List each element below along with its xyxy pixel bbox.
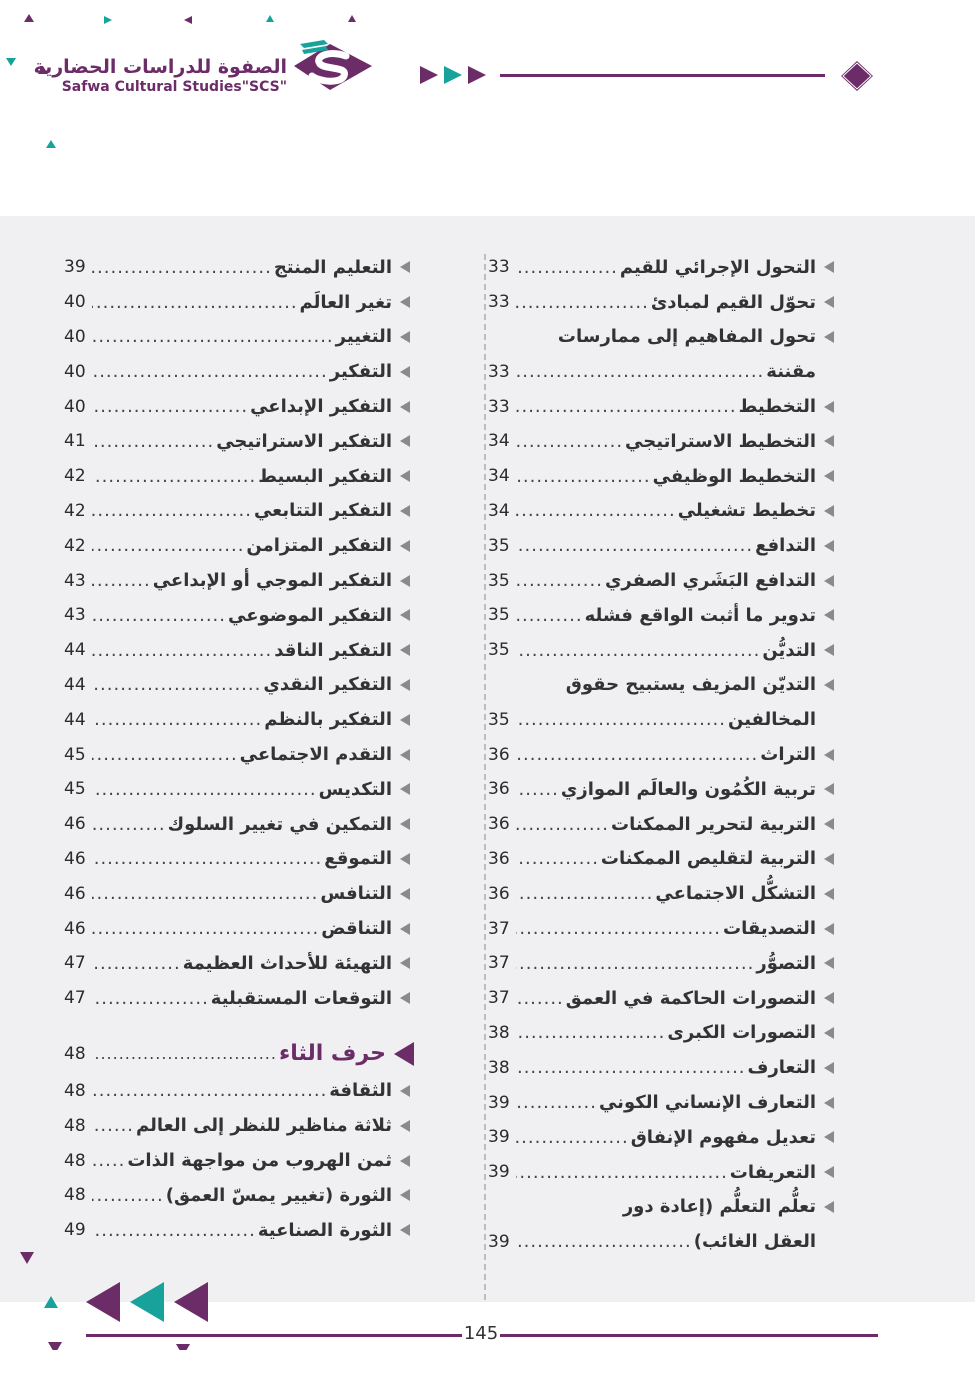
page-ref: 39 xyxy=(488,1162,510,1183)
index-term: تخطيط تشغيلي xyxy=(677,500,816,522)
leader-dots xyxy=(92,918,319,939)
page-ref: 44 xyxy=(64,674,86,695)
index-entry xyxy=(64,772,414,807)
bullet-triangle-icon xyxy=(824,853,834,865)
index-term: التفكير الإبداعي xyxy=(250,396,392,418)
bullet-triangle-icon xyxy=(400,505,410,517)
page-ref: 39 xyxy=(488,1231,510,1252)
bullet-triangle-icon xyxy=(824,1062,834,1074)
index-term: التحول الإجرائي للقيم xyxy=(619,256,816,278)
index-term: تربية الكُمُون والعالَم الموازي xyxy=(560,778,816,800)
index-term: التفكير بالنظم xyxy=(264,709,392,731)
page-ref: 40 xyxy=(64,326,86,347)
leader-dots xyxy=(92,709,262,730)
leader-dots xyxy=(92,500,252,521)
bullet-triangle-icon xyxy=(824,888,834,900)
bullet-triangle-icon xyxy=(824,470,834,482)
bullet-triangle-icon xyxy=(824,296,834,308)
index-term: الثقافة xyxy=(329,1080,392,1102)
bullet-triangle-icon xyxy=(400,853,410,865)
index-term: ثمن الهروب من مواجهة الذات xyxy=(127,1150,392,1172)
index-entry xyxy=(488,424,838,459)
leader-dots xyxy=(92,779,317,800)
page-ref: 33 xyxy=(488,361,510,382)
index-term: التناقض xyxy=(321,918,392,940)
index-entry xyxy=(488,911,838,946)
page-ref: 35 xyxy=(488,709,510,730)
section-title: حرف الثاء xyxy=(278,1041,386,1067)
bullet-triangle-icon xyxy=(824,331,834,343)
index-term: التموقع xyxy=(324,848,392,870)
bullet-triangle-icon xyxy=(400,783,410,795)
index-term: التصديقات xyxy=(723,918,816,940)
leader-dots xyxy=(92,1044,277,1063)
page-ref: 37 xyxy=(488,918,510,939)
bullet-triangle-icon xyxy=(824,540,834,552)
bullet-triangle-icon xyxy=(824,609,834,621)
page-ref: 41 xyxy=(64,431,86,452)
index-entry xyxy=(64,1213,414,1248)
brand-name-english: Safwa Cultural Studies"SCS" xyxy=(61,79,287,95)
page-ref: 46 xyxy=(64,814,86,835)
page-ref: 38 xyxy=(488,1057,510,1078)
index-term: التديُّن xyxy=(762,639,816,661)
section-triangle-icon xyxy=(394,1042,414,1066)
index-entry xyxy=(488,320,838,355)
leader-dots xyxy=(516,361,764,382)
page-ref: 48 xyxy=(64,1185,86,1206)
bullet-triangle-icon xyxy=(400,923,410,935)
bullet-triangle-icon xyxy=(824,1201,834,1213)
bullet-triangle-icon xyxy=(824,1097,834,1109)
index-term: التفكير البسيط xyxy=(258,465,392,487)
page-ref: 46 xyxy=(64,848,86,869)
index-entry xyxy=(64,981,414,1016)
leader-dots xyxy=(92,396,248,417)
index-term: التكديس xyxy=(318,778,392,800)
index-entry xyxy=(64,876,414,911)
index-entry xyxy=(64,807,414,842)
leader-dots xyxy=(92,570,151,591)
page-ref: 45 xyxy=(64,779,86,800)
leader-dots xyxy=(92,1150,125,1171)
bullet-triangle-icon xyxy=(400,679,410,691)
index-entry xyxy=(64,633,414,668)
index-term: التربية لتحرير الممكنات xyxy=(611,813,816,835)
index-entry xyxy=(64,1108,414,1143)
index-term: التخطيط الوظيفي xyxy=(652,465,816,487)
page-ref: 40 xyxy=(64,361,86,382)
index-term: العقل الغائب) xyxy=(693,1231,816,1253)
bullet-triangle-icon xyxy=(400,261,410,273)
index-term: التفكير الموجي أو الإبداعي xyxy=(152,570,392,592)
index-term: التعارف الإنساني الكوني xyxy=(598,1092,816,1114)
bullet-triangle-icon xyxy=(824,749,834,761)
index-term: التغيير xyxy=(335,326,392,348)
index-entry xyxy=(64,563,414,598)
index-entry xyxy=(488,668,838,703)
bullet-triangle-icon xyxy=(824,261,834,273)
index-term: التديّن المزيف يستبيح حقوق xyxy=(565,674,816,696)
leader-dots xyxy=(92,292,298,313)
leader-dots xyxy=(92,640,272,661)
bullet-triangle-icon xyxy=(824,992,834,1004)
index-entry xyxy=(64,737,414,772)
page-ref: 34 xyxy=(488,466,510,487)
page-ref: 46 xyxy=(64,918,86,939)
page-ref: 38 xyxy=(488,1022,510,1043)
leader-dots xyxy=(516,1092,597,1113)
leader-dots xyxy=(516,1127,629,1148)
bullet-triangle-icon xyxy=(824,505,834,517)
page-ref: 43 xyxy=(64,605,86,626)
index-term: التقدم الاجتماعي xyxy=(239,744,392,766)
bullet-triangle-icon xyxy=(400,1224,410,1236)
leader-dots xyxy=(516,988,564,1009)
index-term: التخطيط xyxy=(738,396,816,418)
leader-dots xyxy=(92,744,238,765)
page-ref: 44 xyxy=(64,709,86,730)
leader-dots xyxy=(92,814,166,835)
index-entry xyxy=(64,668,414,703)
leader-dots xyxy=(516,779,559,800)
index-entry xyxy=(64,354,414,389)
leader-dots xyxy=(516,1022,665,1043)
leader-dots xyxy=(516,535,753,556)
page-ref: 37 xyxy=(488,953,510,974)
leader-dots xyxy=(516,1162,728,1183)
bullet-triangle-icon xyxy=(400,818,410,830)
leader-dots xyxy=(516,466,651,487)
index-term: التعريفات xyxy=(729,1161,816,1183)
leader-dots xyxy=(516,570,603,591)
index-term: التصورات الكبرى xyxy=(667,1022,816,1044)
leader-dots xyxy=(92,1220,256,1241)
page-ref: 42 xyxy=(64,466,86,487)
leader-dots xyxy=(516,918,721,939)
index-entry xyxy=(488,528,838,563)
index-entry xyxy=(488,772,838,807)
index-term: مقننة xyxy=(766,361,816,383)
leader-dots xyxy=(516,848,599,869)
index-entry-continuation xyxy=(488,354,838,389)
bullet-triangle-icon xyxy=(400,470,410,482)
index-column-left xyxy=(64,250,414,1248)
arrow-chevrons-left-icon xyxy=(86,1280,216,1324)
bullet-triangle-icon xyxy=(400,366,410,378)
page-ref: 46 xyxy=(64,883,86,904)
index-term: التعارف xyxy=(747,1057,816,1079)
page-ref: 36 xyxy=(488,814,510,835)
page-number: 145 xyxy=(463,1323,499,1344)
index-entry xyxy=(488,737,838,772)
page-ref: 42 xyxy=(64,500,86,521)
logo-text xyxy=(34,56,287,96)
page-ref: 42 xyxy=(64,535,86,556)
section-heading xyxy=(64,1034,414,1074)
index-term: التفكير التتابعي xyxy=(253,500,392,522)
bullet-triangle-icon xyxy=(400,749,410,761)
bullet-triangle-icon xyxy=(400,296,410,308)
bullet-triangle-icon xyxy=(824,818,834,830)
index-entry xyxy=(64,946,414,981)
index-entry xyxy=(64,1074,414,1109)
index-entry xyxy=(64,250,414,285)
page-ref: 43 xyxy=(64,570,86,591)
leader-dots xyxy=(92,466,256,487)
index-term: تدوير ما أثبت الواقع فشله xyxy=(584,604,816,626)
leader-dots xyxy=(516,1231,692,1252)
index-term: التربية لتقليص الممكنات xyxy=(600,848,816,870)
leader-dots xyxy=(516,396,737,417)
bullet-triangle-icon xyxy=(824,679,834,691)
index-entry xyxy=(488,1155,838,1190)
page-ref: 39 xyxy=(64,257,86,278)
index-term: التدافع البَشَري الصفري xyxy=(604,570,816,592)
brand-name-arabic: الصفوة للدراسات الحضارية xyxy=(33,56,287,78)
index-term: التخطيط الاستراتيجي xyxy=(625,430,816,452)
page-ref: 40 xyxy=(64,292,86,313)
footer-rule-right xyxy=(500,1334,878,1337)
index-entry-continuation xyxy=(488,702,838,737)
index-entry xyxy=(64,1178,414,1213)
page-ref: 48 xyxy=(64,1080,86,1101)
index-term: الثورة (تغيير يمسّ العمق) xyxy=(165,1184,392,1206)
bullet-triangle-icon xyxy=(400,1189,410,1201)
leader-dots xyxy=(516,292,649,313)
bullet-triangle-icon xyxy=(400,888,410,900)
page-ref: 34 xyxy=(488,431,510,452)
bullet-triangle-icon xyxy=(400,1120,410,1132)
index-entry xyxy=(64,1143,414,1178)
bullet-triangle-icon xyxy=(400,714,410,726)
index-entry xyxy=(64,494,414,529)
leader-dots xyxy=(516,500,676,521)
page-ref: 33 xyxy=(488,257,510,278)
page-ref: 36 xyxy=(488,883,510,904)
leader-dots xyxy=(516,709,726,730)
bullet-triangle-icon xyxy=(400,992,410,1004)
index-entry xyxy=(488,807,838,842)
index-term: الثورة الصناعية xyxy=(257,1219,392,1241)
bullet-triangle-icon xyxy=(400,957,410,969)
index-term: تحول المفاهيم إلى ممارسات xyxy=(557,326,816,348)
leader-dots xyxy=(92,535,244,556)
bullet-triangle-icon xyxy=(400,401,410,413)
leader-dots xyxy=(516,1057,746,1078)
bullet-triangle-icon xyxy=(400,644,410,656)
index-entry xyxy=(64,598,414,633)
index-term: التهيئة للأحداث العظيمة xyxy=(182,952,392,974)
index-entry xyxy=(488,981,838,1016)
bullet-triangle-icon xyxy=(400,540,410,552)
index-term: التصوُّر xyxy=(756,952,816,974)
index-term: التفكير الموضوعي xyxy=(228,604,392,626)
page-ref: 44 xyxy=(64,640,86,661)
index-term: التدافع xyxy=(755,535,816,557)
page-ref: 33 xyxy=(488,396,510,417)
leader-dots xyxy=(92,848,322,869)
bullet-triangle-icon xyxy=(824,435,834,447)
index-entry xyxy=(488,946,838,981)
scs-logo-icon xyxy=(290,38,376,94)
leader-dots xyxy=(516,431,623,452)
index-entry xyxy=(64,842,414,877)
bullet-triangle-icon xyxy=(824,957,834,969)
index-entry xyxy=(488,459,838,494)
footer-rule-left xyxy=(86,1334,462,1337)
page-ref: 33 xyxy=(488,292,510,313)
index-entry xyxy=(64,320,414,355)
index-term: التوقعات المستقبلية xyxy=(210,987,392,1009)
index-entry xyxy=(488,1050,838,1085)
index-term: التعليم المنتج xyxy=(273,256,392,278)
index-entry xyxy=(488,1085,838,1120)
page-ref: 36 xyxy=(488,779,510,800)
index-term: تحوّل القيم لمبادئ xyxy=(650,291,816,313)
page-ref: 35 xyxy=(488,570,510,591)
page-ref: 48 xyxy=(64,1150,86,1171)
index-entry xyxy=(488,285,838,320)
leader-dots xyxy=(92,674,261,695)
bullet-triangle-icon xyxy=(824,401,834,413)
page-ref: 37 xyxy=(488,988,510,1009)
index-term: التفكير الاستراتيجي xyxy=(216,430,392,452)
header-rule xyxy=(500,74,825,77)
index-term: التفكير الناقد xyxy=(274,639,392,661)
index-term: تعلُّم التعلُّم (إعادة دور xyxy=(622,1196,816,1218)
leader-dots xyxy=(92,361,328,382)
index-term: تعديل مفهوم الإنفاق xyxy=(630,1126,816,1148)
index-entry xyxy=(488,633,838,668)
index-term: التراث xyxy=(760,744,816,766)
leader-dots xyxy=(92,883,318,904)
leader-dots xyxy=(92,605,226,626)
leader-dots xyxy=(92,326,334,347)
index-entry xyxy=(488,1120,838,1155)
leader-dots xyxy=(92,1115,134,1136)
bullet-triangle-icon xyxy=(824,575,834,587)
index-term: التفكير xyxy=(329,361,392,383)
index-entry xyxy=(488,563,838,598)
column-divider xyxy=(484,254,486,1300)
leader-dots xyxy=(516,744,758,765)
index-term: التفكير النقدي xyxy=(263,674,392,696)
index-entry xyxy=(488,876,838,911)
leader-dots xyxy=(92,1185,164,1206)
leader-dots xyxy=(92,988,209,1009)
bullet-triangle-icon xyxy=(824,783,834,795)
leader-dots xyxy=(516,814,609,835)
index-entry xyxy=(488,1190,838,1225)
index-content xyxy=(0,216,975,1302)
leader-dots xyxy=(516,883,653,904)
bullet-triangle-icon xyxy=(400,1085,410,1097)
page-ref: 36 xyxy=(488,848,510,869)
leader-dots xyxy=(516,257,618,278)
index-term: التمكين في تغيير السلوك xyxy=(167,813,392,835)
leader-dots xyxy=(92,431,214,452)
bullet-triangle-icon xyxy=(400,575,410,587)
index-entry xyxy=(64,528,414,563)
index-entry xyxy=(64,424,414,459)
index-entry-continuation xyxy=(488,1224,838,1259)
index-entry xyxy=(64,389,414,424)
page-ref: 39 xyxy=(488,1092,510,1113)
index-entry xyxy=(64,285,414,320)
page-ref: 49 xyxy=(64,1220,86,1241)
bullet-triangle-icon xyxy=(824,1166,834,1178)
leader-dots xyxy=(516,605,583,626)
bullet-triangle-icon xyxy=(824,923,834,935)
index-term: التصورات الحاكمة في العمق xyxy=(565,987,816,1009)
index-entry xyxy=(488,598,838,633)
leader-dots xyxy=(92,953,181,974)
leader-dots xyxy=(92,1080,327,1101)
index-entry xyxy=(488,842,838,877)
index-column-right xyxy=(488,250,838,1259)
page-ref: 45 xyxy=(64,744,86,765)
index-entry xyxy=(488,389,838,424)
bullet-triangle-icon xyxy=(824,644,834,656)
bullet-triangle-icon xyxy=(400,435,410,447)
index-entry xyxy=(64,702,414,737)
leader-dots xyxy=(516,953,754,974)
index-term: التنافس xyxy=(320,883,392,905)
index-entry xyxy=(64,459,414,494)
page-ref: 40 xyxy=(64,396,86,417)
index-entry xyxy=(488,250,838,285)
page-header xyxy=(0,0,975,216)
bullet-triangle-icon xyxy=(400,331,410,343)
page-ref: 47 xyxy=(64,953,86,974)
page-ref: 48 xyxy=(64,1043,86,1064)
index-term: ثلاثة مناظير للنظر إلى العالم xyxy=(136,1115,392,1137)
bullet-triangle-icon xyxy=(824,1131,834,1143)
leader-dots xyxy=(516,640,760,661)
leader-dots xyxy=(92,257,272,278)
index-term: تغير العالَم xyxy=(299,291,392,313)
index-entry xyxy=(488,494,838,529)
page-ref: 35 xyxy=(488,535,510,556)
page-ref: 35 xyxy=(488,640,510,661)
index-entry xyxy=(488,1016,838,1051)
bullet-triangle-icon xyxy=(824,1027,834,1039)
index-term: التفكير المتزامن xyxy=(246,535,392,557)
index-entry xyxy=(64,911,414,946)
page-ref: 39 xyxy=(488,1127,510,1148)
diamond-icon xyxy=(838,58,876,94)
arrow-chevrons-icon xyxy=(418,64,490,86)
page-ref: 48 xyxy=(64,1115,86,1136)
index-term: المخالفين xyxy=(728,709,816,731)
page-ref: 34 xyxy=(488,500,510,521)
page-ref: 36 xyxy=(488,744,510,765)
bullet-triangle-icon xyxy=(400,609,410,621)
bullet-triangle-icon xyxy=(400,1155,410,1167)
page-ref: 35 xyxy=(488,605,510,626)
index-term: التشكُّل الاجتماعي xyxy=(655,883,816,905)
page-ref: 47 xyxy=(64,988,86,1009)
